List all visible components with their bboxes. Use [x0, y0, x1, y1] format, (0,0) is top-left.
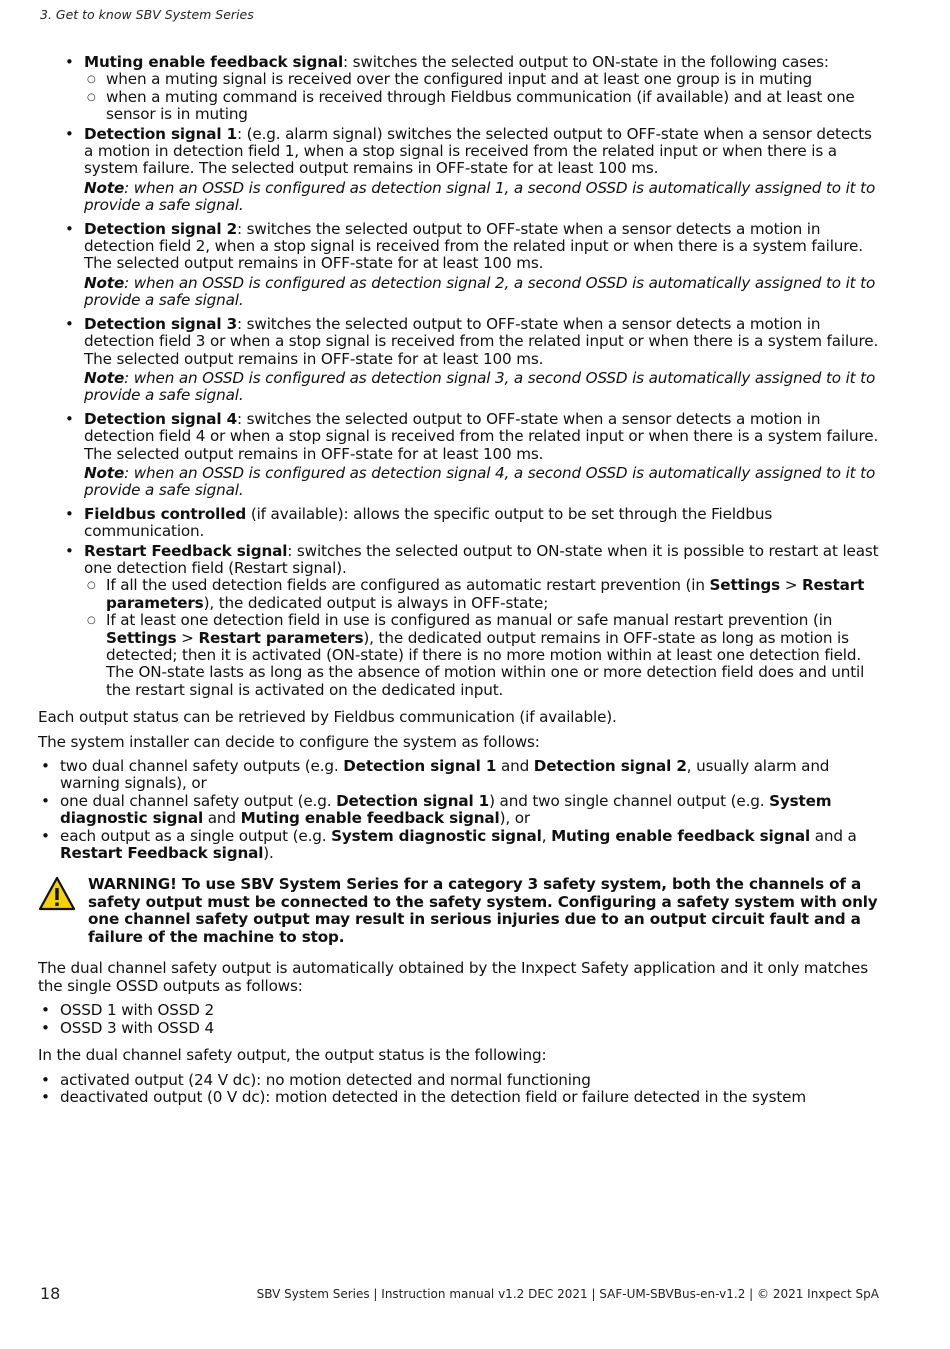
separator: > — [780, 576, 802, 595]
paragraph: The system installer can decide to configure the system as follows: — [38, 732, 540, 751]
description: : switches the selected output to ON-state in the following cases: — [343, 53, 829, 71]
text: ), the dedicated output remains in OFF-state as long as motion is detected; then it is activated (ON-state) if there is no more motion within at least one detection field. The ON-state lasts as long as the absence of motion within one or more detection field does and until the restart signal is activated on the dedicated input. — [106, 628, 865, 699]
list-item-muting-enable — [84, 54, 882, 124]
term: Muting enable feedback signal — [551, 826, 811, 845]
text: each output as a single output (e.g. — [60, 826, 332, 845]
term: Detection signal 1 — [336, 791, 490, 810]
sub-list — [84, 71, 882, 123]
description: : (e.g. alarm signal) switches the selected output to OFF-state when a sensor detects a motion in detection field 1, when a stop signal is received from the related input or when there is a system failure. The selected output remains in OFF-state for at least 100 ms. — [84, 124, 872, 178]
note-text: : when an OSSD is configured as detection signal 2, a second OSSD is automatically assigned to it to provide a safe signal. — [84, 273, 876, 310]
config-list — [38, 758, 882, 862]
text: two dual channel safety outputs (e.g. — [60, 757, 344, 776]
paragraph: Each output status can be retrieved by Fieldbus communication (if available). — [38, 708, 617, 727]
note-text: : when an OSSD is configured as detection signal 1, a second OSSD is automatically assigned to it to provide a safe signal. — [84, 178, 876, 215]
term: Muting enable feedback signal — [240, 809, 500, 828]
description: : switches the selected output to OFF-state when a sensor detects a motion in detection field 4 or when a stop signal is received from the related input or when there is a system failure. The selected output remains in OFF-state for at least 100 ms. — [84, 409, 879, 463]
warning-text: WARNING! To use SBV System Series for a category 3 safety system, both the channels of a safety output must be connected to the safety system. Configuring a safety system with only one channel safety output may result in serious injuries due to an output circuit fault and a failure of the machine to stop. — [88, 875, 878, 946]
list-item-detection-signal-4 — [84, 411, 882, 500]
text: and a — [810, 826, 857, 845]
text: , usually alarm and warning signals), or — [60, 757, 830, 793]
warning-triangle-icon — [38, 876, 76, 912]
sub-list — [84, 577, 882, 699]
text: ), or — [499, 809, 530, 828]
note — [84, 180, 882, 215]
term: Restart Feedback signal — [84, 541, 288, 560]
paragraph: The dual channel safety output is automatically obtained by the Inxpect Safety application and it only matches the single OSSD outputs as follows: — [38, 959, 868, 995]
term: Restart Feedback signal — [60, 844, 264, 863]
signal-list — [38, 54, 882, 699]
term: Detection signal 2 — [84, 219, 238, 238]
text: , — [541, 826, 552, 845]
note-label: Note — [84, 273, 125, 292]
list-item — [60, 793, 882, 828]
footer-text: SBV System Series | Instruction manual v1.2 DEC 2021 | SAF-UM-SBVBus-en-v1.2 | © 2021 Inxpect SpA — [256, 1287, 879, 1301]
sub-list-item — [106, 577, 882, 612]
text: If at least one detection field in use is configured as manual or safe manual restart prevention (in — [106, 611, 833, 630]
page-number: 18 — [40, 1284, 61, 1303]
separator: > — [176, 628, 199, 647]
term: System diagnostic signal — [60, 791, 832, 828]
sub-list-item: ○ when a muting command is received through Fieldbus communication (if available) and at least one sensor is in muting — [106, 89, 882, 124]
text: ) and two single channel output (e.g. — [489, 791, 770, 810]
restart-parameters-ref: Restart parameters — [106, 576, 865, 612]
sub-list-item: ○ when a muting signal is received over the configured input and at least one group is in muting — [106, 71, 882, 88]
term: Detection signal 1 — [343, 757, 497, 776]
text: ). — [263, 844, 274, 863]
list-item: • OSSD 3 with OSSD 4 — [60, 1020, 882, 1037]
description: : switches the selected output to ON-state when it is possible to restart at least one detection field (Restart signal). — [84, 541, 879, 577]
note-label: Note — [84, 463, 125, 482]
settings-ref: Settings — [709, 576, 781, 595]
note-text: : when an OSSD is configured as detection signal 3, a second OSSD is automatically assigned to it to provide a safe signal. — [84, 368, 876, 405]
description: (if available): allows the specific output to be set through the Fieldbus communication. — [84, 504, 773, 541]
note-label: Note — [84, 178, 125, 197]
term: Muting enable feedback signal — [84, 53, 344, 71]
text: and — [203, 809, 241, 828]
description: : switches the selected output to OFF-state when a sensor detects a motion in detection field 3 or when a stop signal is received from the related input or when there is a system failure. The selected output remains in OFF-state for at least 100 ms. — [84, 314, 879, 368]
text: ), the dedicated output is always in OFF-state; — [203, 593, 549, 612]
warning-box — [38, 876, 882, 946]
text: one dual channel safety output (e.g. — [60, 791, 337, 810]
note-label: Note — [84, 368, 125, 387]
term: Detection signal 4 — [84, 409, 238, 428]
list-item-fieldbus-controlled — [84, 506, 882, 541]
list-item: • deactivated output (0 V dc): motion detected in the detection field or failure detected in the system — [60, 1089, 882, 1106]
term: Fieldbus controlled — [84, 504, 247, 523]
description: : switches the selected output to OFF-state when a sensor detects a motion in detection field 2, when a stop signal is received from the related input or when there is a system failure. The selected output remains in OFF-state for at least 100 ms. — [84, 219, 863, 273]
note-text: : when an OSSD is configured as detection signal 4, a second OSSD is automatically assigned to it to provide a safe signal. — [84, 463, 876, 500]
term: Detection signal 2 — [533, 757, 687, 776]
text: and — [496, 757, 534, 776]
paragraph: In the dual channel safety output, the output status is the following: — [38, 1046, 547, 1065]
sub-list-item — [106, 612, 882, 699]
note — [84, 370, 882, 405]
list-item-detection-signal-1 — [84, 126, 882, 215]
term: Detection signal 1 — [84, 124, 238, 143]
list-item — [60, 758, 882, 793]
list-item: • activated output (24 V dc): no motion detected and normal functioning — [60, 1072, 882, 1089]
note — [84, 275, 882, 310]
status-list — [38, 1072, 882, 1107]
term: Detection signal 3 — [84, 314, 238, 333]
list-item — [60, 828, 882, 863]
list-item: • OSSD 1 with OSSD 2 — [60, 1002, 882, 1019]
ossd-list — [38, 1002, 882, 1037]
running-header: 3. Get to know SBV System Series — [40, 7, 254, 22]
note — [84, 465, 882, 500]
list-item-restart-feedback — [84, 543, 882, 700]
list-item-detection-signal-3 — [84, 316, 882, 405]
restart-parameters-ref: Restart parameters — [198, 628, 364, 647]
term: System diagnostic signal — [331, 826, 542, 845]
text: If all the used detection fields are configured as automatic restart prevention (in — [106, 576, 710, 595]
list-item-detection-signal-2 — [84, 221, 882, 310]
page-content — [38, 54, 882, 1106]
settings-ref: Settings — [106, 628, 177, 647]
